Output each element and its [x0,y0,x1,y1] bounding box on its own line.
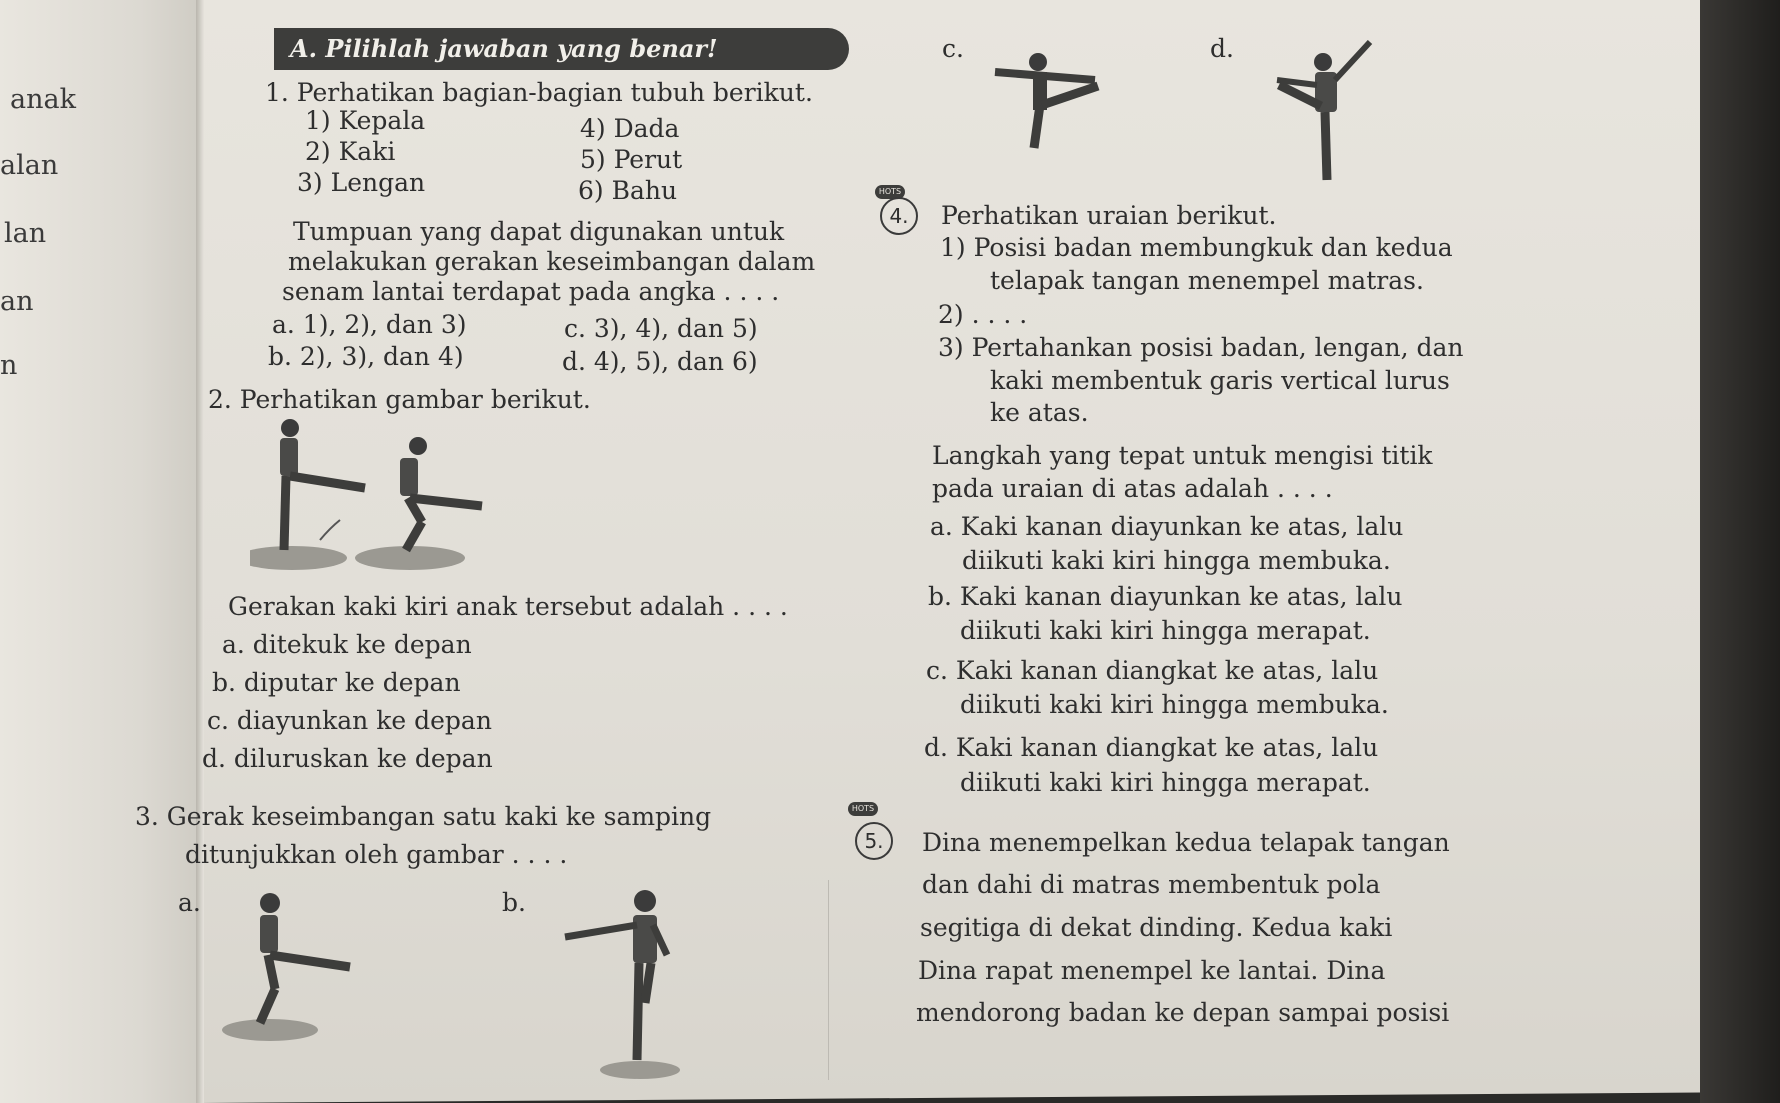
q2-stem: Gerakan kaki kiri anak tersebut adalah . . . . [228,592,788,621]
q4-option-d-cont: diikuti kaki kiri hingga merapat. [960,768,1371,797]
q3-question-line-2: ditunjukkan oleh gambar . . . . [185,840,568,869]
q4-step-2: 2) . . . . [938,300,1028,329]
q5-number: 5. [855,822,893,860]
q3-label-d: d. [1210,34,1234,63]
q3-figure-c [990,50,1130,160]
q1-option-d: d. 4), 5), dan 6) [562,347,758,376]
q1-stem-line-2: melakukan gerakan keseimbangan dalam [288,247,816,276]
q1-option-c: c. 3), 4), dan 5) [564,314,758,343]
q2-option-b: b. diputar ke depan [212,668,461,697]
q2-figure-kick-sequence [250,410,500,570]
hots-badge-q5: HOTS [848,802,878,816]
edge-text-2: alan [0,150,59,181]
q4-option-a-cont: diikuti kaki kiri hingga membuka. [962,546,1391,575]
q3-label-b: b. [502,888,526,917]
q3-figure-a [220,885,370,1045]
q1-question: 1. Perhatikan bagian-bagian tubuh berikut. [265,78,813,107]
hots-badge-q4: HOTS [875,185,905,199]
edge-text-5: n [0,350,18,381]
q2-question: 2. Perhatikan gambar berikut. [208,385,591,414]
q4-question: Perhatikan uraian berikut. [941,201,1277,230]
q4-option-c: c. Kaki kanan diangkat ke atas, lalu [926,656,1379,685]
q1-stem-line-3: senam lantai terdapat pada angka . . . . [282,277,780,306]
q3-question-line-1: 3. Gerak keseimbangan satu kaki ke samping [135,802,712,831]
q5-line-4: Dina rapat menempel ke lantai. Dina [918,956,1386,985]
q4-option-c-cont: diikuti kaki kiri hingga membuka. [960,690,1389,719]
q5-line-1: Dina menempelkan kedua telapak tangan [922,828,1450,857]
column-divider [828,880,829,1080]
q4-stem-line-1: Langkah yang tepat untuk mengisi titik [932,441,1433,470]
q5-line-3: segitiga di dekat dinding. Kedua kaki [920,913,1393,942]
q1-item-4: 4) Dada [580,114,680,143]
q3-figure-d [1265,40,1385,190]
q1-stem-line-1: Tumpuan yang dapat digunakan untuk [293,217,785,246]
q4-option-a: a. Kaki kanan diayunkan ke atas, lalu [930,512,1404,541]
q1-option-b: b. 2), 3), dan 4) [268,342,464,371]
q5-line-5: mendorong badan ke depan sampai posisi [916,998,1450,1027]
q1-item-6: 6) Bahu [578,176,678,205]
q4-option-b: b. Kaki kanan diayunkan ke atas, lalu [928,582,1403,611]
edge-text-4: an [0,286,34,317]
edge-text-3: lan [4,218,47,249]
q4-step-3-cont-2: ke atas. [990,398,1089,427]
q4-step-3-cont-1: kaki membentuk garis vertical lurus [990,366,1450,395]
q4-step-3: 3) Pertahankan posisi badan, lengan, dan [938,333,1464,362]
q2-option-d: d. diluruskan ke depan [202,744,493,773]
q1-option-a: a. 1), 2), dan 3) [272,310,467,339]
q4-option-b-cont: diikuti kaki kiri hingga merapat. [960,616,1371,645]
q4-number: 4. [880,197,918,235]
q2-option-c: c. diayunkan ke depan [207,706,492,735]
q3-label-a: a. [178,888,201,917]
q3-figure-b [555,885,715,1085]
q1-item-2: 2) Kaki [305,137,396,166]
q4-stem-line-2: pada uraian di atas adalah . . . . [932,474,1333,503]
q2-option-a: a. ditekuk ke depan [222,630,472,659]
page-fold [196,0,204,1103]
q1-item-1: 1) Kepala [305,106,426,135]
q4-option-d: d. Kaki kanan diangkat ke atas, lalu [924,733,1379,762]
q5-line-2: dan dahi di matras membentuk pola [922,870,1381,899]
section-header-title: A. Pilihlah jawaban yang benar! [290,34,718,63]
desk-shadow [1700,0,1780,1103]
q4-step-1: 1) Posisi badan membungkuk dan kedua [940,233,1453,262]
edge-text-1: anak [10,84,76,115]
q4-step-1-cont: telapak tangan menempel matras. [990,266,1424,295]
q1-item-5: 5) Perut [580,145,683,174]
q1-item-3: 3) Lengan [297,168,426,197]
q3-label-c: c. [942,34,964,63]
